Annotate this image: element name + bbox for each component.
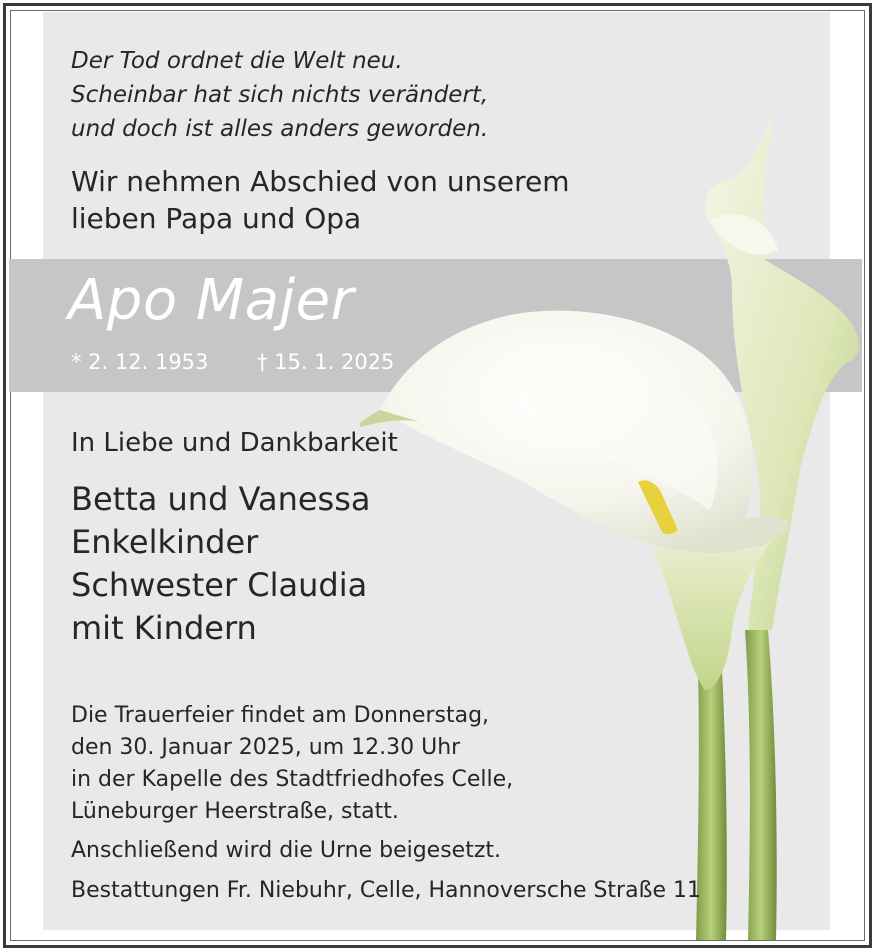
farewell-line: Wir nehmen Abschied von unserem bbox=[71, 165, 570, 198]
undertaker-line: Bestattungen Fr. Niebuhr, Celle, Hannoversche Straße 11 bbox=[71, 878, 701, 903]
mourner-line: Schwester Claudia bbox=[71, 566, 368, 604]
ceremony-line: Lüneburger Heerstraße, statt. bbox=[71, 799, 399, 824]
ceremony-line: in der Kapelle des Stadtfriedhofes Celle, bbox=[71, 767, 514, 792]
love-line: In Liebe und Dankbarkeit bbox=[71, 428, 398, 458]
motto-line: Der Tod ordnet die Welt neu. bbox=[71, 48, 403, 74]
ceremony-line: Die Trauerfeier findet am Donnerstag, bbox=[71, 703, 490, 728]
deceased-name: Apo Majer bbox=[68, 268, 355, 333]
urn-line: Anschließend wird die Urne beigesetzt. bbox=[71, 838, 502, 863]
mourner-line: Enkelkinder bbox=[71, 523, 259, 561]
mourner-line: mit Kindern bbox=[71, 609, 257, 647]
death-date: † 15. 1. 2025 bbox=[257, 350, 395, 374]
motto-line: und doch ist alles anders geworden. bbox=[71, 116, 489, 142]
ceremony-info bbox=[71, 700, 513, 828]
mourner-line: Betta und Vanessa bbox=[71, 480, 371, 518]
birth-date: * 2. 12. 1953 bbox=[71, 350, 209, 374]
ceremony-line: den 30. Januar 2025, um 12.30 Uhr bbox=[71, 735, 461, 760]
farewell-line: lieben Papa und Opa bbox=[71, 202, 362, 235]
motto-line: Scheinbar hat sich nichts verändert, bbox=[71, 82, 489, 108]
mourners-list bbox=[71, 478, 371, 650]
